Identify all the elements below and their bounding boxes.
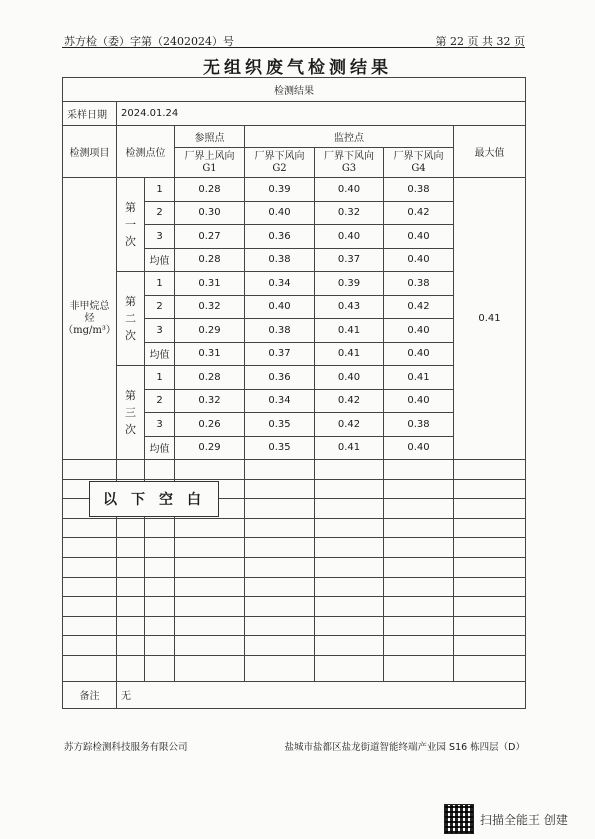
sample-label: 3 — [145, 225, 175, 249]
value-cell: 0.40 — [384, 389, 454, 413]
document-number: 苏方检（委）字第（2402024）号 — [64, 35, 234, 48]
value-cell: 0.29 — [175, 436, 245, 460]
blank-row — [63, 577, 526, 597]
value-cell: 0.40 — [315, 366, 384, 390]
watermark-text: 扫描全能王 创建 — [480, 812, 568, 827]
blank-row — [63, 557, 526, 577]
value-cell: 0.31 — [175, 342, 245, 366]
point-header: 检测点位 — [117, 126, 175, 178]
value-cell: 0.40 — [384, 436, 454, 460]
qr-code-icon — [444, 804, 474, 834]
value-cell: 0.32 — [175, 389, 245, 413]
value-cell: 0.42 — [315, 389, 384, 413]
value-cell: 0.32 — [175, 295, 245, 319]
round-label: 第 一 次 — [117, 178, 145, 272]
value-cell: 0.40 — [384, 248, 454, 272]
value-cell: 0.38 — [384, 413, 454, 437]
sampling-date: 2024.01.24 — [117, 102, 526, 126]
value-cell: 0.43 — [315, 295, 384, 319]
reference-header: 参照点 — [175, 126, 245, 148]
value-cell: 0.39 — [315, 272, 384, 296]
results-table — [62, 77, 526, 709]
value-cell: 0.27 — [175, 225, 245, 249]
sample-label: 均值 — [145, 342, 175, 366]
value-cell: 0.38 — [245, 319, 315, 343]
value-cell: 0.28 — [175, 366, 245, 390]
value-cell: 0.28 — [175, 178, 245, 202]
value-cell: 0.38 — [384, 272, 454, 296]
value-cell: 0.34 — [245, 389, 315, 413]
value-cell: 0.42 — [315, 413, 384, 437]
value-cell: 0.29 — [175, 319, 245, 343]
section-title: 检测结果 — [63, 78, 526, 102]
value-cell: 0.38 — [384, 178, 454, 202]
value-cell: 0.40 — [245, 295, 315, 319]
value-cell: 0.36 — [245, 366, 315, 390]
sample-label: 均值 — [145, 436, 175, 460]
monitor-header: 监控点 — [245, 126, 454, 148]
value-cell: 0.39 — [245, 178, 315, 202]
value-cell: 0.41 — [315, 319, 384, 343]
blank-row — [63, 636, 526, 656]
value-cell: 0.30 — [175, 201, 245, 225]
column-header-g1: 厂界上风向 G1 — [175, 148, 245, 178]
footer-company: 苏方踪检测科技服务有限公司 — [64, 742, 188, 753]
remark-value: 无 — [117, 681, 526, 708]
value-cell: 0.42 — [384, 295, 454, 319]
sample-label: 2 — [145, 201, 175, 225]
blank-row — [63, 538, 526, 558]
header-divider — [62, 47, 525, 48]
blank-row — [63, 597, 526, 617]
value-cell: 0.36 — [245, 225, 315, 249]
sample-label: 1 — [145, 272, 175, 296]
sample-label: 3 — [145, 413, 175, 437]
sample-label: 2 — [145, 389, 175, 413]
value-cell: 0.26 — [175, 413, 245, 437]
footer-address: 盐城市盐都区盐龙街道智能终端产业园 S16 栋四层（D） — [284, 742, 525, 753]
item-header: 检测项目 — [63, 126, 117, 178]
value-cell: 0.37 — [315, 248, 384, 272]
sample-label: 均值 — [145, 248, 175, 272]
blank-row — [63, 616, 526, 636]
column-header-g4: 厂界下风向 G4 — [384, 148, 454, 178]
column-header-g2: 厂界下风向 G2 — [245, 148, 315, 178]
column-header-g3: 厂界下风向 G3 — [315, 148, 384, 178]
value-cell: 0.28 — [175, 248, 245, 272]
value-cell: 0.32 — [315, 201, 384, 225]
sample-label: 2 — [145, 295, 175, 319]
value-cell: 0.35 — [245, 413, 315, 437]
max-header: 最大值 — [454, 126, 526, 178]
round-label: 第 三 次 — [117, 366, 145, 460]
blank-below-notice: 以下空白 — [89, 481, 219, 517]
value-cell: 0.42 — [384, 201, 454, 225]
value-cell: 0.41 — [315, 436, 384, 460]
sampling-date-label: 采样日期 — [63, 102, 117, 126]
value-cell: 0.38 — [245, 248, 315, 272]
sample-label: 1 — [145, 366, 175, 390]
table-row — [63, 178, 526, 202]
value-cell: 0.34 — [245, 272, 315, 296]
blank-row — [63, 518, 526, 538]
value-cell: 0.37 — [245, 342, 315, 366]
item-name: 非甲烷总 烃 （mg/m³） — [63, 178, 117, 460]
page-title: 无组织废气检测结果 — [203, 58, 392, 78]
value-cell: 0.40 — [384, 225, 454, 249]
blank-row — [63, 460, 526, 480]
value-cell: 0.41 — [315, 342, 384, 366]
value-cell: 0.40 — [315, 178, 384, 202]
value-cell: 0.41 — [384, 366, 454, 390]
sample-label: 1 — [145, 178, 175, 202]
value-cell: 0.40 — [245, 201, 315, 225]
remark-label: 备注 — [63, 681, 117, 708]
value-cell: 0.40 — [384, 342, 454, 366]
scanner-watermark — [444, 804, 568, 834]
sample-label: 3 — [145, 319, 175, 343]
round-label: 第 二 次 — [117, 272, 145, 366]
value-cell: 0.40 — [384, 319, 454, 343]
page-info: 第 22 页 共 32 页 — [435, 35, 525, 48]
max-value: 0.41 — [454, 178, 526, 460]
value-cell: 0.35 — [245, 436, 315, 460]
value-cell: 0.31 — [175, 272, 245, 296]
blank-row — [63, 655, 526, 681]
value-cell: 0.40 — [315, 225, 384, 249]
